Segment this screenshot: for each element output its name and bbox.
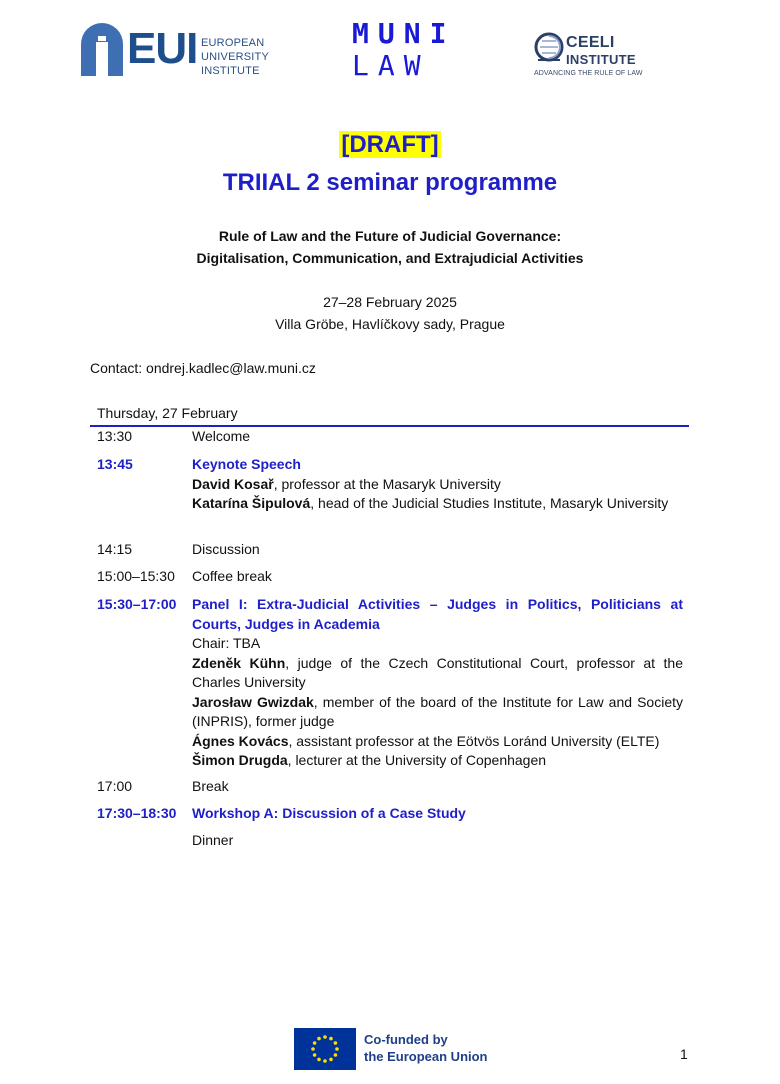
muni-logo-line: MUNI (352, 17, 456, 50)
speaker (192, 693, 683, 732)
eu-text-line: Co-funded by (364, 1032, 448, 1047)
session-title: Discussion (192, 541, 260, 557)
session-title: Workshop A: Discussion of a Case Study (192, 805, 466, 821)
session-title: Welcome (192, 428, 251, 444)
session-title: Dinner (192, 832, 234, 848)
draft-label: [DRAFT] (341, 131, 439, 158)
session-time: 17:00 (97, 778, 133, 794)
speaker (192, 732, 683, 752)
eui-text-line: EUROPEAN (201, 37, 265, 49)
speaker-role: , professor at the Masaryk University (273, 475, 501, 492)
session-title: Break (192, 778, 229, 794)
ceeli-word: CEELI (566, 34, 615, 51)
speaker-name: David Kosař (192, 475, 274, 492)
eui-text-line: UNIVERSITY (201, 51, 270, 63)
speaker-role: , head of the Judicial Studies Institute, Masaryk University (310, 495, 669, 511)
session-time: 13:30 (97, 428, 133, 444)
speaker-name: Jarosław Gwizdak (192, 693, 314, 710)
speaker-name: Zdeněk Kühn (192, 654, 286, 671)
speaker-role: , member of the board of the Institute for Law and Society (INPRIS), former judge (192, 693, 684, 729)
ceeli-institute-logo (532, 30, 652, 82)
session-title: Panel I: Extra-Judicial Activities – Judges in Politics, Politicians at Courts, Judges in Academia (192, 596, 683, 632)
speaker (192, 654, 683, 693)
speaker-name: Šimon Drugda (192, 752, 288, 768)
muni-logo-line: LAW (352, 49, 430, 82)
event-dates: 27–28 February 2025 (323, 294, 457, 310)
contact-info: Contact: ondrej.kadlec@law.muni.cz (90, 360, 316, 376)
speaker-role: , lecturer at the University of Copenhagen (287, 752, 547, 768)
subtitle-line: Digitalisation, Communication, and Extrajudicial Activities (196, 250, 584, 266)
speaker (192, 494, 683, 514)
session-chair: Chair: TBA (192, 635, 261, 651)
eu-flag-icon (294, 1028, 356, 1070)
session-title: Keynote Speech (192, 456, 301, 472)
page-title: TRIIAL 2 seminar programme (222, 169, 558, 196)
page-number: 1 (680, 1046, 688, 1062)
ceeli-word: INSTITUTE (566, 52, 636, 67)
eui-text-line: INSTITUTE (201, 65, 260, 77)
subtitle-line: Rule of Law and the Future of Judicial Governance: (218, 228, 562, 244)
speaker-role: , judge of the Czech Constitutional Court, professor at the Charles University (192, 654, 684, 690)
eui-building-icon (79, 22, 125, 76)
speaker (192, 475, 683, 495)
muni-law-logo (350, 17, 456, 86)
session-time: 17:30–18:30 (97, 805, 177, 821)
session-time: 14:15 (97, 541, 133, 557)
eui-letters: EUI (127, 24, 198, 73)
speaker-role: , assistant professor at the Eötvös Loránd University (ELTE) (288, 732, 660, 749)
eu-cofunded-label (356, 1028, 512, 1070)
day-header: Thursday, 27 February (97, 405, 238, 421)
globe-icon (534, 32, 564, 64)
eui-logo (79, 22, 279, 78)
event-venue: Villa Gröbe, Havlíčkovy sady, Prague (275, 316, 505, 332)
speaker-name: Katarína Šipulová (192, 495, 311, 511)
session-time: 15:00–15:30 (97, 568, 175, 584)
session-time: 15:30–17:00 (97, 596, 177, 612)
draft-label-wrap (0, 130, 780, 160)
speaker-name: Ágnes Kovács (192, 732, 289, 749)
ceeli-tagline: ADVANCING THE RULE OF LAW (534, 70, 643, 77)
speaker (192, 751, 683, 771)
session-time: 13:45 (97, 456, 133, 472)
eu-text-line: the European Union (364, 1049, 488, 1064)
session-title: Coffee break (192, 568, 272, 584)
eu-stars-icon (294, 1028, 356, 1070)
